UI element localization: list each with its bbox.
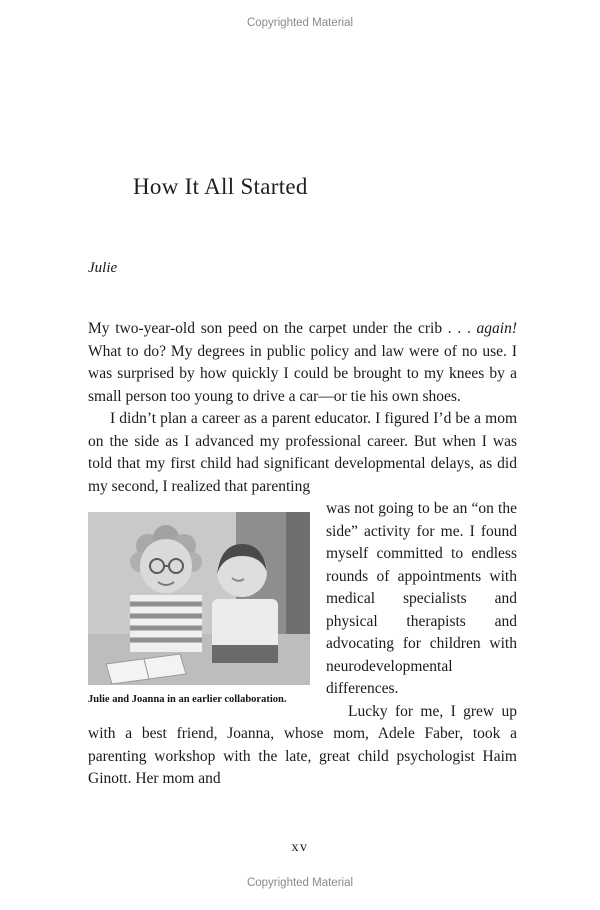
paragraph-1-italic: again!	[476, 320, 517, 337]
paragraph-1-text: My two-year-old son peed on the carpet under the crib . . .	[88, 320, 477, 337]
copyright-notice-bottom: Copyrighted Material	[246, 877, 354, 889]
body-text	[88, 318, 517, 791]
photo-julie-joanna-image	[88, 512, 310, 685]
photo-caption: Julie and Joanna in an earlier collaboration.	[88, 694, 287, 705]
author-name: Julie	[88, 260, 118, 276]
paragraph-1	[88, 318, 517, 408]
paragraph-1-text-cont: What to do? My degrees in public policy and law were of no use. I was surprised by how quickly I could be brought to my knees by a small person too young to drive a car—or tie his own shoes.	[88, 342, 517, 405]
paragraph-2: I didn’t plan a career as a parent educator. I figured I’d be a mom on the side as I advanced my professional career. But when I was told that my first child had significant developmental delays, as did my second, I realized that parenting	[88, 410, 517, 495]
copyright-notice-top: Copyrighted Material	[246, 17, 354, 29]
paragraph-2-continued: was not going to be an “on the side” activity for me. I found myself committed to endless rounds of appointments with medical specialists and physical therapists and advocating for children with neurodevelopmental differences.	[326, 500, 517, 697]
photo-figure	[88, 512, 310, 707]
chapter-title: How It All Started	[133, 174, 308, 199]
page-number: xv	[291, 840, 309, 855]
paragraph-3: Lucky for me, I grew up with a best friend, Joanna, whose mom, Adele Faber, took a parenting workshop with the late, great child psychologist Haim Ginott. Her mom and	[88, 702, 517, 787]
